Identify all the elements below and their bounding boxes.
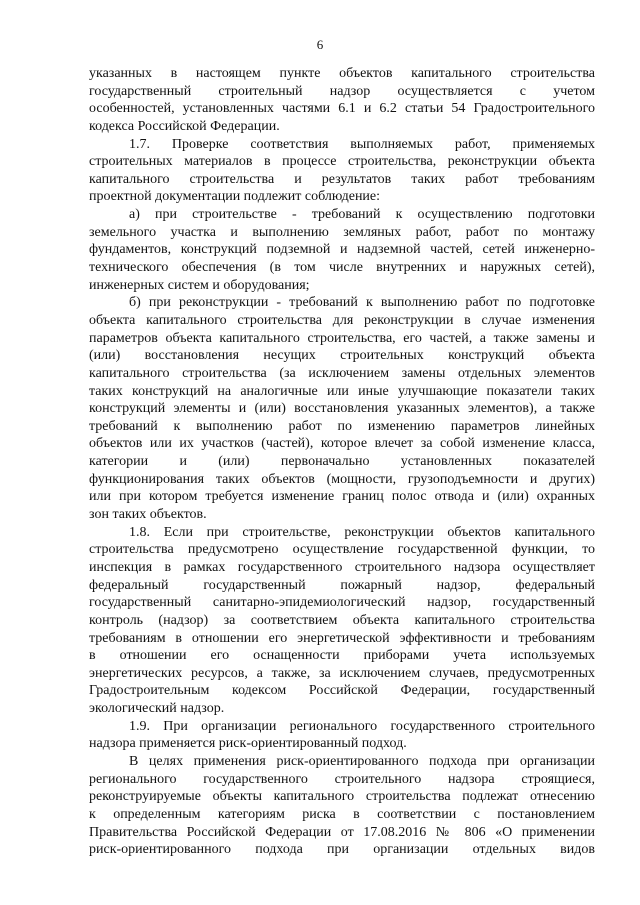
text-line: государственный строительный надзор осуществляется с учетом [89, 83, 595, 99]
text-line: функционирования таких объектов (мощности, грузоподъемности и других) [89, 471, 595, 487]
text-line: требованиям в отношении его энергетической эффективности и требованиям [89, 630, 595, 646]
text-line: надзора применяется риск-ориентированный подход. [89, 736, 407, 752]
text-line: указанных в настоящем пункте объектов капитального строительства [89, 66, 595, 81]
text-line: объекта капитального строительства для реконструкции в случае изменения [89, 312, 595, 328]
text-line: капитального строительства и результатов таких работ требованиям [89, 171, 595, 187]
text-line: конструкций элементы и (или) восстановления указанных элементов), а также [89, 401, 595, 417]
text-line: особенностей, установленных частями 6.1 и 6.2 статьи 54 Градостроительного [89, 101, 595, 117]
text-line: строительства предусмотрено осуществление государственной функции, то [89, 542, 595, 558]
text-line: риск-ориентированного подхода при организации отдельных видов [89, 842, 595, 858]
text-line: реконструируемые объекты капитального строительства подлежат отнесению [89, 789, 595, 805]
text-line: 1.8. Если при строительстве, реконструкции объектов капитального [129, 524, 595, 540]
text-line: экологический надзор. [89, 701, 225, 717]
text-line: кодекса Российской Федерации. [89, 118, 280, 134]
text-line: капитального строительства (за исключением замены отдельных элементов [89, 365, 595, 381]
text-line: инженерных систем и оборудования; [89, 277, 310, 293]
page-number: 6 [316, 37, 324, 52]
text-line: 1.9. При организации регионального государственного строительного [129, 718, 595, 734]
text-line: энергетических ресурсов, а также, за исключением случаев, предусмотренных [89, 665, 595, 681]
text-line: требований к выполнению работ по изменению параметров линейных [89, 418, 595, 434]
text-line: федеральный государственный пожарный надзор, федеральный [89, 577, 595, 593]
text-line: таких конструкций на аналогичные или иные улучшающие показатели таких [89, 383, 595, 399]
text-line: в отношении его оснащенности приборами учета используемых [89, 648, 595, 664]
document-body [89, 65, 595, 859]
text-line: объектов или их участков (частей), которое влечет за собой изменение класса, [89, 436, 595, 452]
text-line: фундаментов, конструкций подземной и надземной частей, сетей инженерно- [89, 242, 595, 258]
text-line: строительных материалов в процессе строительства, реконструкции объекта [89, 154, 595, 170]
text-line: б) при реконструкции - требований к выполнению работ по подготовке [129, 295, 595, 311]
text-line: В целях применения риск-ориентированного подхода при организации [129, 753, 595, 769]
text-line: Правительства Российской Федерации от 17.08.2016 № 806 «О применении [89, 824, 595, 840]
text-line: инспекция в рамках государственного строительного надзора осуществляет [89, 559, 595, 575]
text-line: проектной документации подлежит соблюдение: [89, 189, 381, 205]
text-line: 1.7. Проверке соответствия выполняемых работ, применяемых [129, 136, 595, 152]
text-line: (или) восстановления несущих строительных конструкций объекта [89, 348, 595, 364]
text-line: или при котором требуется изменение границ полос отвода и (или) охранных [89, 489, 595, 505]
text-line: зон таких объектов. [89, 507, 207, 523]
text-line: Градостроительным кодексом Российской Федерации, государственный [89, 683, 595, 699]
text-line: а) при строительстве - требований к осуществлению подготовки [129, 207, 595, 223]
text-line: категории и (или) первоначально установленных показателей [89, 454, 595, 470]
text-line: регионального государственного строительного надзора строящиеся, [89, 771, 595, 787]
text-line: государственный санитарно-эпидемиологический надзор, государственный [89, 595, 595, 611]
text-line: параметров объекта капитального строительства, его частей, а также замены и [89, 330, 595, 346]
text-line: контроль (надзор) за соответствием объекта капитального строительства [89, 612, 595, 628]
text-line: технического обеспечения (в том числе внутренних и наружных сетей), [89, 260, 595, 276]
text-line: к определенным категориям риска в соответствии с постановлением [89, 806, 595, 822]
text-line: земельного участка и выполнению земляных работ, работ по монтажу [89, 224, 595, 240]
